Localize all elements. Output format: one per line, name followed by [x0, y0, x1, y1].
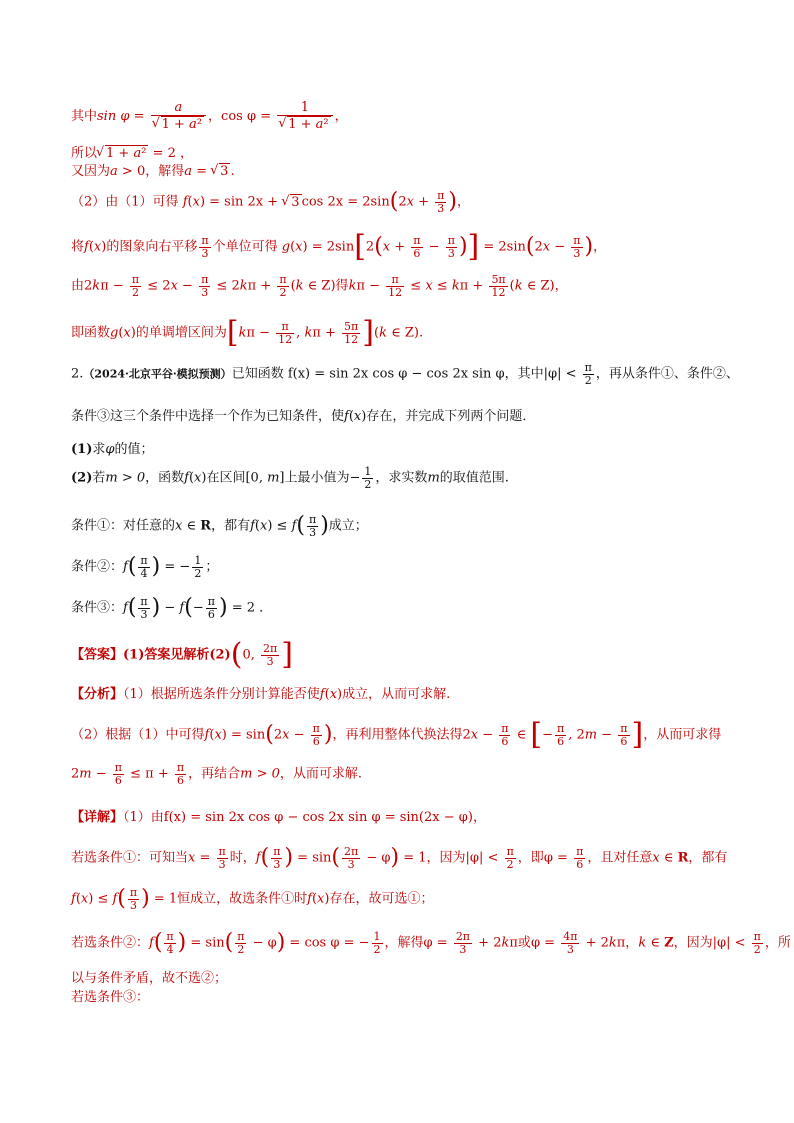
- sub-question-2: (2)若m > 0，函数f(x)在区间[0, m]上最小值为− $\frac{1}{2}$ ，求实数m的取值范围.: [71, 465, 509, 491]
- paragraph-line-3: 又因为a > 0，解得a = √ 3 .: [71, 160, 754, 180]
- paragraph-line-7: 即函数g(x)的单调增区间为[kπ − $\frac{\pi}{12}$ , kπ + $\frac{5\pi}{12}$ ](k ∈ Z).: [71, 315, 424, 350]
- detail-line-2: 若选条件①：可知当x = $\frac{\pi}{3}$ 时，f( $\frac{\pi}{3}$ ) = sin( $\frac{2\pi}{3}$ − φ) = 1，因为|φ| < $\frac{\pi}{2}$ ，即φ = $\frac{\pi}{6}$ ，且对任意x ∈ R，都有: [71, 845, 728, 871]
- paragraph-line-2: 所以√ 1 + a² = 2 ，: [71, 142, 754, 162]
- paragraph-line-1: 其中sin φ = a √ 1 + a² ，cos φ = 1 √ 1 + a² ，: [71, 101, 754, 132]
- sub-question-1: (1)求φ的值；: [71, 442, 154, 457]
- question-2-line-1: 2.（2024·北京平谷·模拟预测）已知函数 f(x) = sin 2x cos φ − cos 2x sin φ，其中|φ| < $\frac{\pi}{2}$ ，再从条件①、条件②、: [71, 361, 739, 387]
- paragraph-line-4: （2）由（1）可得 f(x) = sin 2x + √ 3 cos 2x = 2sin(2x + $\frac{\pi}{3}$ )，: [71, 190, 754, 214]
- condition-2: 条件②：f( $\frac{\pi}{4}$ ) = − $\frac{1}{2}$ ；: [71, 554, 219, 580]
- analysis-line-1: 【分析】（1）根据所选条件分别计算能否使f(x)成立，从而可求解.: [71, 687, 451, 702]
- detail-line-6: 若选条件③：: [71, 990, 150, 1005]
- detail-line-3: f(x) ≤ f( $\frac{\pi}{3}$ ) = 1恒成立，故选条件①时f(x)存在，故可选①；: [71, 886, 434, 912]
- analysis-line-3: 2m − $\frac{\pi}{6}$ ≤ π + $\frac{\pi}{6}$ ，再结合m > 0，从而可求解.: [71, 761, 363, 787]
- detail-line-4: 若选条件②：f( $\frac{\pi}{4}$ ) = sin( $\frac{\pi}{2}$ − φ) = cos φ = − $\frac{1}{2}$ ，解得φ = $\frac{2\pi}{3}$ + 2kπ或φ = $\frac{4\pi}{3}$ + 2kπ，k ∈ Z，因为|φ| < $\frac{\pi}{2}$ ，所: [71, 930, 791, 956]
- condition-1: 条件①：对任意的x ∈ R，都有f(x) ≤ f( $\frac{\pi}{3}$ )成立；: [71, 513, 368, 539]
- analysis-line-2: （2）根据（1）中可得f(x) = sin(2x − $\frac{\pi}{6}$ )，再利用整体代换法得2x − $\frac{\pi}{6}$ ∈ [− $\frac{\pi}{6}$ , 2m − $\frac{\pi}{6}$ ]，从而可求得: [71, 717, 722, 752]
- detail-line-1: 【详解】（1）由f(x) = sin 2x cos φ − cos 2x sin φ = sin(2x − φ)，: [71, 810, 486, 825]
- paragraph-line-6: 由2kπ − $\frac{\pi}{2}$ ≤ 2x − $\frac{\pi}{3}$ ≤ 2kπ + $\frac{\pi}{2}$ (k ∈ Z)得kπ − $\frac{\pi}{12}$ ≤ x ≤ kπ + $\frac{5\pi}{12}$ (k ∈ Z)，: [71, 273, 568, 299]
- paragraph-line-5: 将f(x)的图象向右平移 $\frac{\pi}{3}$ 个单位可得 g(x) = 2sin[2(x + $\frac{\pi}{6}$ − $\frac{\pi}{3}$ )] = 2sin(2x − $\frac{\pi}{3}$ )，: [71, 229, 607, 264]
- answer-line: 【答案】(1)答案见解析(2)(0, $\frac{2\pi}{3}$ ]: [71, 637, 293, 672]
- question-2-line-2: 条件③这三个条件中选择一个作为已知条件，使f(x)存在，并完成下列两个问题．: [71, 409, 536, 424]
- detail-line-5: 以与条件矛盾，故不选②；: [71, 971, 228, 986]
- condition-3: 条件③：f( $\frac{\pi}{3}$ ) − f(− $\frac{\pi}{6}$ ) = 2 ．: [71, 595, 273, 621]
